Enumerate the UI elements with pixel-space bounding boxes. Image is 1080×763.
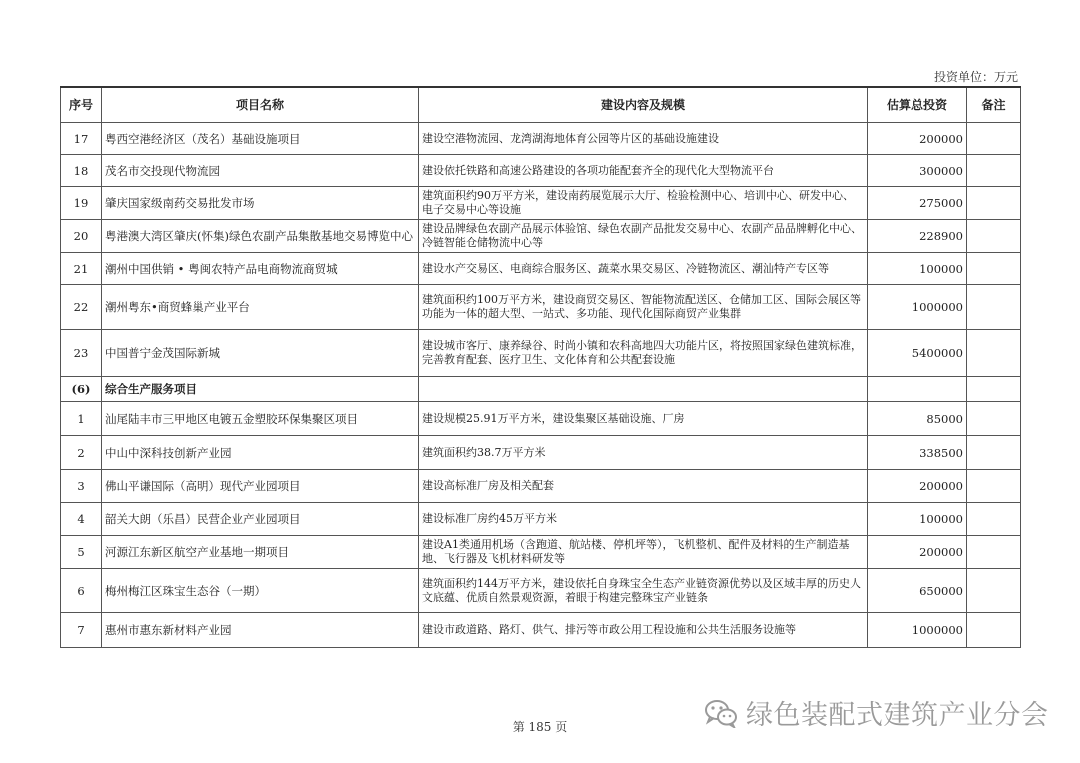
row-project-name: 河源江东新区航空产业基地一期项目 [102,536,419,569]
row-remarks [967,536,1021,569]
table-row [61,285,1021,330]
row-total-investment: 100000 [868,503,967,536]
row-serial-no: 5 [61,536,102,569]
row-total-investment: 300000 [868,155,967,187]
row-construction-content: 建设依托铁路和高速公路建设的各项功能配套齐全的现代化大型物流平台 [419,155,868,187]
row-total-investment: 228900 [868,220,967,253]
row-total-investment [868,377,967,402]
table-row [61,613,1021,648]
row-project-name: 中国普宁金茂国际新城 [102,330,419,377]
row-project-name: 肇庆国家级南药交易批发市场 [102,187,419,220]
table-body [61,123,1021,648]
row-remarks [967,613,1021,648]
row-serial-no: 7 [61,613,102,648]
row-project-name: 惠州市惠东新材料产业园 [102,613,419,648]
row-construction-content: 建设空港物流园、龙湾湖海地体育公园等片区的基础设施建设 [419,123,868,155]
row-total-investment: 275000 [868,187,967,220]
table-row [61,220,1021,253]
row-total-investment: 200000 [868,536,967,569]
row-construction-content: 建筑面积约38.7万平方米 [419,436,868,470]
row-serial-no: 21 [61,253,102,285]
row-serial-no: 23 [61,330,102,377]
row-project-name: 佛山平谦国际（高明）现代产业园项目 [102,470,419,503]
row-serial-no: 18 [61,155,102,187]
row-serial-no: 2 [61,436,102,470]
row-total-investment: 1000000 [868,285,967,330]
watermark-text: 绿色装配式建筑产业分会 [746,700,1049,731]
row-serial-no: 1 [61,402,102,436]
row-construction-content: 建筑面积约100万平方米，建设商贸交易区、智能物流配送区、仓储加工区、国际会展区等功能为一体的超大型、一站式、多功能、现代化国际商贸产业集群 [419,285,868,330]
wechat-icon [704,698,738,728]
row-serial-no: 6 [61,569,102,613]
row-project-name: 韶关大朗（乐昌）民营企业产业园项目 [102,503,419,536]
row-total-investment: 200000 [868,470,967,503]
row-construction-content: 建设品牌绿色农副产品展示体验馆、绿色农副产品批发交易中心、农副产品品牌孵化中心、冷链智能仓储物流中心等 [419,220,868,253]
header-project-name: 项目名称 [102,87,419,123]
row-project-name: 茂名市交投现代物流园 [102,155,419,187]
row-total-investment: 100000 [868,253,967,285]
row-remarks [967,253,1021,285]
row-construction-content: 建筑面积约144万平方米，建设依托自身珠宝全生态产业链资源优势以及区域丰厚的历史人文底蕴、优质自然景观资源，着眼于构建完整珠宝产业链条 [419,569,868,613]
row-total-investment: 85000 [868,402,967,436]
header-serial-no: 序号 [61,87,102,123]
row-serial-no: 22 [61,285,102,330]
table-header-row [61,87,1021,123]
row-construction-content: 建设市政道路、路灯、供气、排污等市政公用工程设施和公共生活服务设施等 [419,613,868,648]
row-serial-no: 17 [61,123,102,155]
row-construction-content [419,377,868,402]
row-project-name: 汕尾陆丰市三甲地区电镀五金塑胶环保集聚区项目 [102,402,419,436]
table-row [61,470,1021,503]
row-remarks [967,187,1021,220]
page-number: 第 185 页 [512,720,568,734]
header-construction-content: 建设内容及规模 [419,87,868,123]
table-row [61,503,1021,536]
row-serial-no: 20 [61,220,102,253]
row-project-name: 粤港澳大湾区肇庆(怀集)绿色农副产品集散基地交易博览中心 [102,220,419,253]
header-remarks: 备注 [967,87,1021,123]
row-remarks [967,470,1021,503]
row-remarks [967,377,1021,402]
row-construction-content: 建筑面积约90万平方米，建设南药展览展示大厅、检验检测中心、培训中心、研发中心、电子交易中心等设施 [419,187,868,220]
row-project-name: 粤西空港经济区（茂名）基础设施项目 [102,123,419,155]
row-project-name: 中山中深科技创新产业园 [102,436,419,470]
row-construction-content: 建设高标准厂房及相关配套 [419,470,868,503]
table-row [61,253,1021,285]
row-serial-no: 19 [61,187,102,220]
row-remarks [967,285,1021,330]
table-row [61,123,1021,155]
section-row [61,377,1021,402]
row-remarks [967,220,1021,253]
row-construction-content: 建设规模25.91万平方米，建设集聚区基础设施、厂房 [419,402,868,436]
row-project-name: 潮州粤东•商贸蜂巢产业平台 [102,285,419,330]
table-row [61,436,1021,470]
row-remarks [967,503,1021,536]
row-construction-content: 建设水产交易区、电商综合服务区、蔬菜水果交易区、冷链物流区、潮汕特产专区等 [419,253,868,285]
table-row [61,402,1021,436]
row-remarks [967,569,1021,613]
row-construction-content: 建设城市客厅、康养绿谷、时尚小镇和农科高地四大功能片区，将按照国家绿色建筑标准，完善教育配套、医疗卫生、文化体育和公共配套设施 [419,330,868,377]
row-total-investment: 1000000 [868,613,967,648]
row-project-name: 潮州中国供销 • 粤闽农特产品电商物流商贸城 [102,253,419,285]
table-row [61,330,1021,377]
table-row [61,187,1021,220]
investment-unit-note: 投资单位：万元 [933,70,1018,84]
row-serial-no: 3 [61,470,102,503]
row-serial-no: 4 [61,503,102,536]
header-total-investment: 估算总投资 [868,87,967,123]
row-total-investment: 650000 [868,569,967,613]
table-row [61,569,1021,613]
row-remarks [967,330,1021,377]
row-serial-no: (6) [61,377,102,402]
table-row [61,155,1021,187]
row-total-investment: 200000 [868,123,967,155]
row-remarks [967,123,1021,155]
row-project-name: 综合生产服务项目 [102,377,419,402]
project-table [60,86,1021,648]
row-total-investment: 5400000 [868,330,967,377]
row-remarks [967,436,1021,470]
row-remarks [967,155,1021,187]
watermark [704,693,1049,732]
row-total-investment: 338500 [868,436,967,470]
table-row [61,536,1021,569]
row-construction-content: 建设A1类通用机场（含跑道、航站楼、停机坪等），飞机整机、配件及材料的生产制造基地、飞行器及飞机材料研发等 [419,536,868,569]
row-project-name: 梅州梅江区珠宝生态谷（一期） [102,569,419,613]
row-remarks [967,402,1021,436]
row-construction-content: 建设标准厂房约45万平方米 [419,503,868,536]
